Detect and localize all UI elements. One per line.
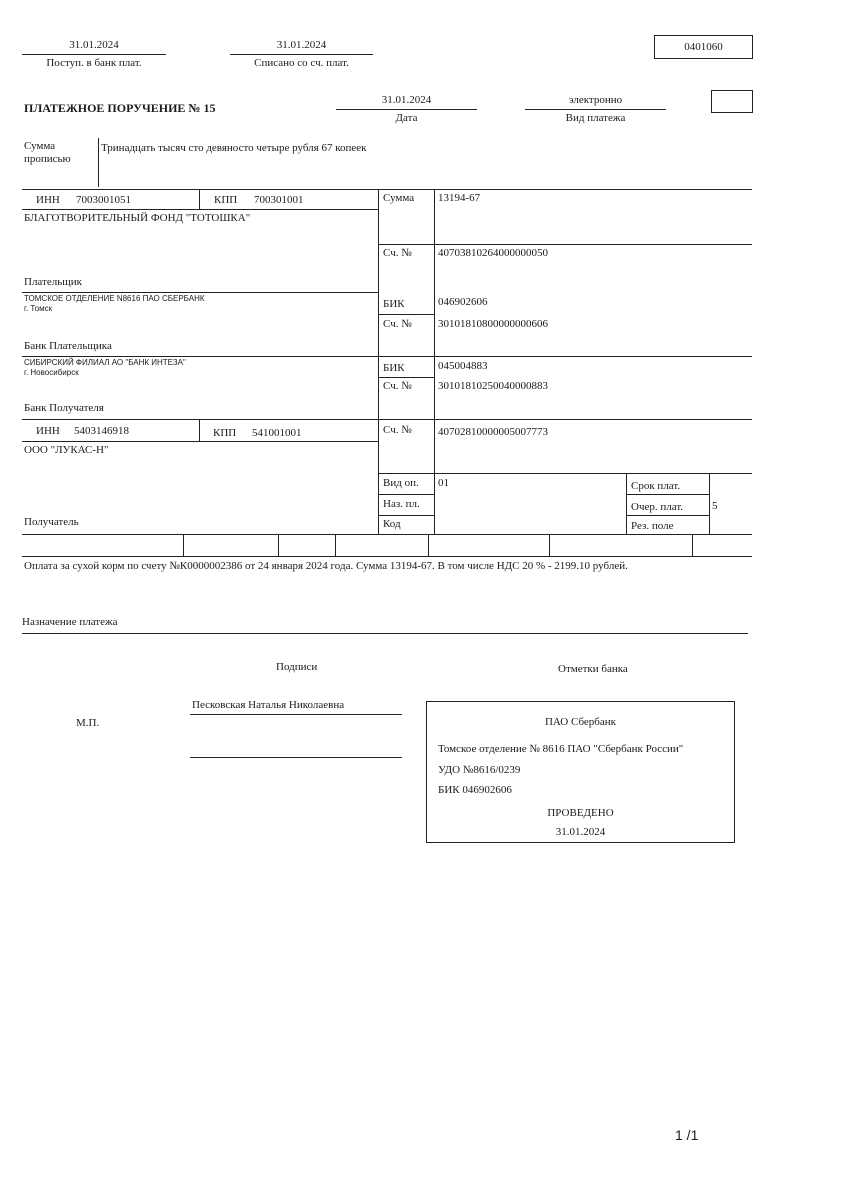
received-date-line [22,54,166,55]
operation-divider-1 [626,473,627,534]
payment-type-label: Вид платежа [565,112,626,124]
payer-bank-account: 30101810800000000606 [438,318,548,330]
payee-inn-kpp-divider [199,419,200,441]
tax-divider-2 [278,534,279,556]
bank-stamp-line-1: ПАО Сбербанк [544,716,617,728]
vid-op-label: Вид оп. [383,477,419,489]
amount-row-line [378,244,752,245]
payment-type: электронно [568,94,623,106]
payer-inn-kpp-divider [199,189,200,209]
amount-words-divider [98,138,99,187]
operation-divider-2 [709,473,710,534]
srok-line [626,494,709,495]
payee-account: 40702810000005007773 [438,426,548,438]
mp-label: М.П. [76,717,100,729]
payee-kpp-label: КПП [213,427,237,439]
payee-inn-row-line [22,441,378,442]
naz-pl-line [378,515,434,516]
naz-pl-label: Наз. пл. [383,498,420,510]
payer-bank-bik: 046902606 [438,296,488,308]
payer-role-label: Плательщик [24,276,82,288]
signature-line-1 [190,714,402,715]
signatures-label: Подписи [276,661,318,673]
payee-bank-account: 30101810250040000883 [438,380,548,392]
payer-amount-label: Сумма [383,192,415,204]
payer-bank-bik-label: БИК [383,298,405,310]
ocher-value: 5 [712,500,718,512]
received-label: Поступ. в банк плат. [46,57,142,69]
tax-divider-4 [428,534,429,556]
vid-op-line [378,494,434,495]
payee-bank-city: г. Новосибирск [24,368,79,377]
payer-bank-city: г. Томск [24,304,53,313]
payee-bank-bik: 045004883 [438,360,488,372]
payee-inn: 5403146918 [74,425,129,437]
payer-inn-label: ИНН [36,194,60,206]
bank-stamp [426,701,735,843]
form-code-box [654,35,753,59]
payee-role-label: Получатель [24,516,79,528]
document-title: ПЛАТЕЖНОЕ ПОРУЧЕНИЕ № 15 [24,101,216,115]
payer-bank-role-label: Банк Плательщика [24,340,112,352]
bank-stamp-status: ПРОВЕДЕНО [547,807,614,819]
signer-name: Песковская Наталья Николаевна [192,699,345,711]
bank-stamp-line-2: Томское отделение № 8616 ПАО "Сбербанк России" [438,743,684,755]
bank-marks-label: Отметки банка [558,663,628,675]
grid-divider-labels [434,189,435,534]
tax-divider-1 [183,534,184,556]
tax-divider-5 [549,534,550,556]
payer-bank-name: ТОМСКОЕ ОТДЕЛЕНИЕ N8616 ПАО СБЕРБАНК [24,294,205,303]
payer-inn-row-line [22,209,378,210]
payer-amount: 13194-67 [438,192,481,204]
ocher-line [626,515,709,516]
tax-divider-6 [692,534,693,556]
bank-stamp-line-3: УДО №8616/0239 [438,764,521,776]
purpose-line [22,633,748,634]
rez-label: Рез. поле [631,520,674,532]
amount-words-label-2: прописью [24,153,71,165]
payee-bank-bottom-line [22,419,752,420]
purpose-text: Оплата за сухой корм по счету №К0000002386 от 24 января 2024 года. Сумма 13194-67. В том числе НДС 20 % - 2199.10 рублей. [24,560,628,572]
tax-divider-3 [335,534,336,556]
payee-kpp: 541001001 [252,427,302,439]
debited-label: Списано со сч. плат. [254,57,349,69]
debited-date-line [230,54,373,55]
amount-words-value: Тринадцать тысяч сто девяносто четыре рубля 67 копеек [101,142,367,154]
document-date-line [336,109,477,110]
payer-kpp-label: КПП [214,194,238,206]
srok-label: Срок плат. [631,480,681,492]
ocher-label: Очер. плат. [631,501,684,513]
amount-words-label-1: Сумма [24,140,56,152]
payer-name: БЛАГОТВОРИТЕЛЬНЫЙ ФОНД "ТОТОШКА" [24,212,251,224]
payee-inn-label: ИНН [36,425,60,437]
payee-bank-bik-label: БИК [383,362,405,374]
grid-line-payer-top [22,189,752,190]
payer-bank-bottom-line [22,356,752,357]
payment-type-line [525,109,666,110]
purpose-label: Назначение платежа [22,616,118,628]
payer-account-label: Сч. № [383,247,412,259]
tax-row-bottom-line [22,556,752,557]
payee-account-label: Сч. № [383,424,412,436]
payee-bank-account-label: Сч. № [383,380,412,392]
payer-bottom-line [22,292,378,293]
operation-top-line [378,473,752,474]
payee-bank-role-label: Банк Получателя [24,402,104,414]
document-date-label: Дата [395,112,418,124]
payer-kpp: 700301001 [254,194,304,206]
payee-bank-bik-line [378,377,434,378]
tax-row-top-line [22,534,752,535]
grid-divider-main [378,189,379,534]
field-101-box [711,90,753,113]
payee-bank-name: СИБИРСКИЙ ФИЛИАЛ АО "БАНК ИНТЕЗА" [24,358,186,367]
page-counter: 1 /1 [675,1127,699,1143]
payee-name: ООО "ЛУКАС-Н" [24,444,109,456]
payer-inn: 7003001051 [76,194,131,206]
vid-op: 01 [438,477,449,489]
form-code: 0401060 [684,41,723,53]
kod-label: Код [383,518,401,530]
payer-bank-account-label: Сч. № [383,318,412,330]
payer-bank-bik-line [378,314,434,315]
signature-line-2 [190,757,402,758]
document-date: 31.01.2024 [381,94,432,106]
received-date: 31.01.2024 [69,39,119,51]
debited-date: 31.01.2024 [276,39,327,51]
bank-stamp-line-4: БИК 046902606 [438,784,512,796]
payer-account: 40703810264000000050 [438,247,548,259]
bank-stamp-date: 31.01.2024 [555,826,606,838]
